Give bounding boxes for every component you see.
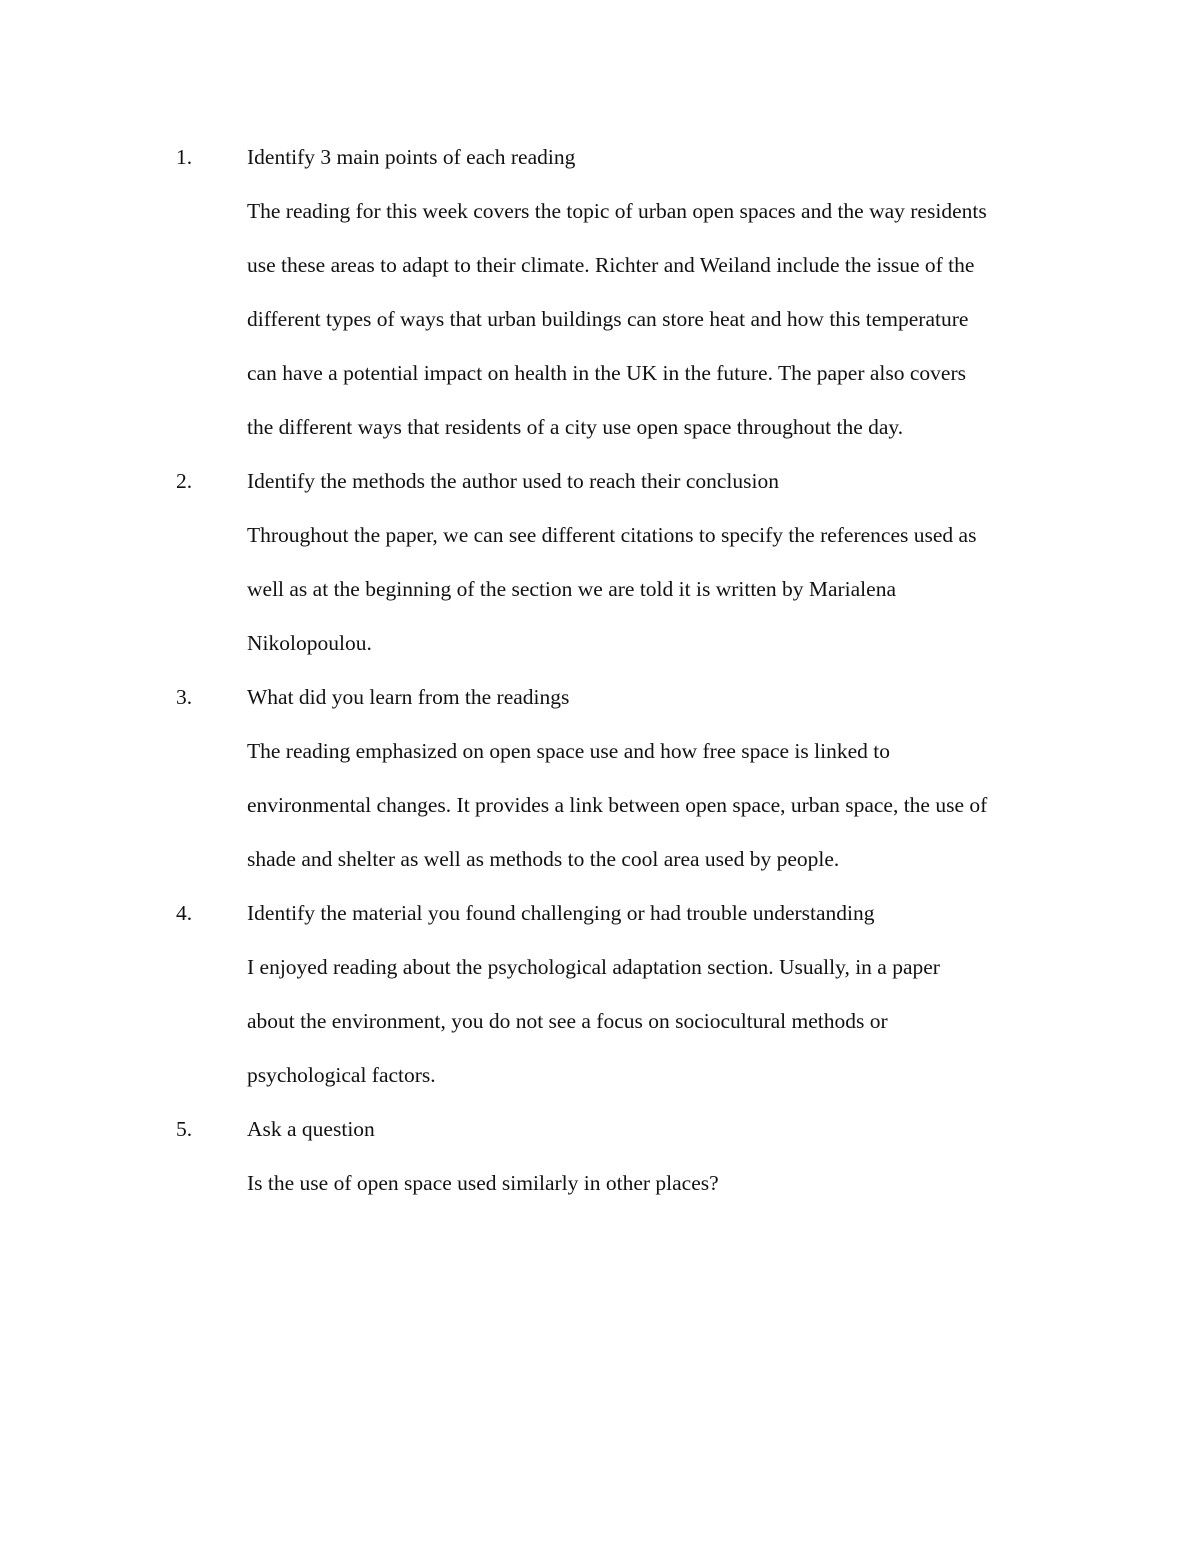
answer-line [0,734,1200,788]
answer-line [0,788,1200,842]
answer-line [0,518,1200,572]
question-text-4: Identify the material you found challenging or had trouble understanding [247,901,875,925]
answer-1-line-5: the different ways that residents of a city use open space throughout the day. [247,415,904,439]
answer-line [0,1058,1200,1112]
question-text-5: Ask a question [247,1117,375,1141]
answer-line [0,1166,1200,1220]
answer-1-line-2: use these areas to adapt to their climate. Richter and Weiland include the issue of the [247,253,975,277]
question-row-3 [0,680,1200,734]
answer-4-line-1: I enjoyed reading about the psychological adaptation section. Usually, in a paper [247,955,940,979]
item-number-2: 2. [176,469,193,493]
answer-4-line-2: about the environment, you do not see a focus on sociocultural methods or [247,1009,888,1033]
question-row-2 [0,464,1200,518]
question-row-5 [0,1112,1200,1166]
answer-5-line-1: Is the use of open space used similarly in other places? [247,1171,719,1195]
question-row-1 [0,140,1200,194]
item-number-1: 1. [176,145,193,169]
answer-line [0,410,1200,464]
item-number-3: 3. [176,685,193,709]
answer-1-line-4: can have a potential impact on health in the UK in the future. The paper also covers [247,361,967,385]
answer-2-line-3: Nikolopoulou. [247,631,372,655]
answer-4-line-3: psychological factors. [247,1063,436,1087]
answer-line [0,302,1200,356]
answer-1-line-1: The reading for this week covers the topic of urban open spaces and the way residents [247,199,987,223]
question-row-4 [0,896,1200,950]
answer-1-line-3: different types of ways that urban buildings can store heat and how this temperature [247,307,969,331]
item-number-5: 5. [176,1117,193,1141]
answer-line [0,950,1200,1004]
answer-3-line-1: The reading emphasized on open space use and how free space is linked to [247,739,890,763]
question-list [0,140,1200,1220]
answer-line [0,248,1200,302]
answer-line [0,194,1200,248]
answer-2-line-2: well as at the beginning of the section we are told it is written by Marialena [247,577,896,601]
answer-line [0,572,1200,626]
question-text-2: Identify the methods the author used to reach their conclusion [247,469,779,493]
answer-line [0,842,1200,896]
question-text-3: What did you learn from the readings [247,685,570,709]
answer-line [0,1004,1200,1058]
answer-line [0,626,1200,680]
answer-3-line-3: shade and shelter as well as methods to the cool area used by people. [247,847,840,871]
question-text-1: Identify 3 main points of each reading [247,145,576,169]
item-number-4: 4. [176,901,193,925]
answer-line [0,356,1200,410]
answer-2-line-1: Throughout the paper, we can see different citations to specify the references used as [247,523,977,547]
answer-3-line-2: environmental changes. It provides a link between open space, urban space, the use of [247,793,988,817]
